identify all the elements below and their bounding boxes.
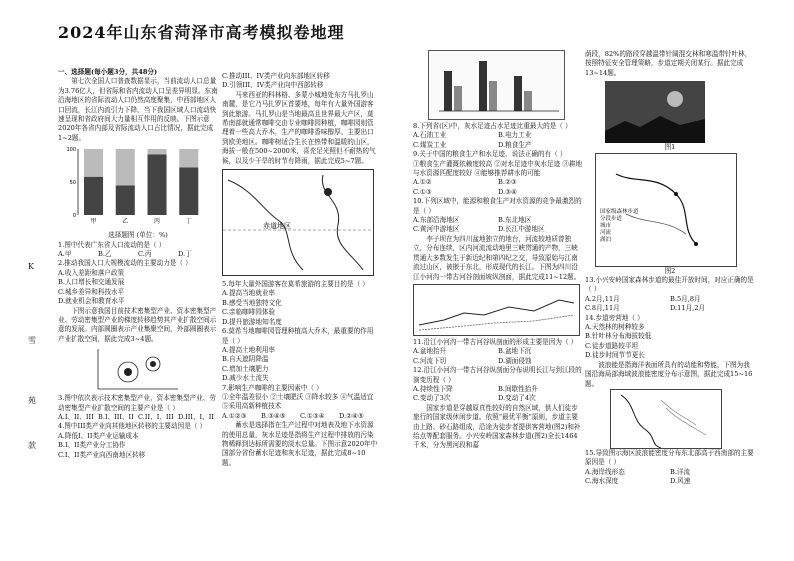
option[interactable]: B.间歇性抬升 xyxy=(498,384,538,393)
legend-item: 城市 xyxy=(600,222,612,229)
passage-4: 蓄水是选择指在生产过程中对地表及地下水资源的使用总量，灰水足迹是指将生产过程中排放的污染物稀释到达标所需要的淡水总量。下图示意2020年中国部分省份蓄水足迹和灰水足迹，据此完成8~10题。 xyxy=(222,421,378,467)
bar-丙-0 xyxy=(148,155,167,216)
figure-map xyxy=(222,169,378,277)
option[interactable]: C.煤炭工业 xyxy=(413,140,447,149)
question-5: 5.每年大量外国游客在莫希旅游的主要目的是（ ） xyxy=(222,280,369,289)
option[interactable]: C.①③ xyxy=(413,187,432,196)
option[interactable]: B.洋流 xyxy=(670,467,691,476)
option[interactable]: B.5月,8月 xyxy=(670,294,701,303)
option[interactable]: A.天然林的树种较多 xyxy=(585,323,645,332)
column-2 xyxy=(222,72,378,468)
page-title: 2024年山东省菏泽市高考模拟卷地理 xyxy=(58,23,345,42)
y-tick-label: 100 xyxy=(66,147,76,154)
x-tick-label: 乙 xyxy=(122,218,129,226)
question-3: 3.图中依次表示技术密集型产业、资本密集型产业、劳动密集型产业扩散空间的主要产业是（ ） xyxy=(58,394,216,412)
figure-wave-energy-map xyxy=(610,389,722,449)
passage-6: 国家步道是穿越原真性较好的自然区域，供人们徒步旅行的国家级休闲步道。依照“最优平衡”原则，步道主要由上路、砂石路组成，沿途为徒步者提供客营地(图2)和补给点等配套服务。小兴安岭国家森林步道(图2)全长1464千米，分为黑河段和嘉 xyxy=(413,403,581,450)
option[interactable]: C.①③④ xyxy=(300,411,325,420)
option[interactable]: A.东部沿海地区 xyxy=(413,216,460,225)
option[interactable]: C.8月,11月 xyxy=(585,304,620,313)
margin-label: 雪 xyxy=(28,336,36,345)
passage-2: 下图示意我国目前技术密集型产业、资本密集型产业、劳动密集型产业的梯度转移趋势其产业扩散空间示意的发展。内部圆圈表示产业集聚空间，外部圆圈表示产业扩散空间，据此完成3~4题。 xyxy=(58,306,217,343)
figure-river-profile xyxy=(413,284,583,336)
x-tick-label: 甲 xyxy=(90,218,97,226)
option[interactable]: A.甲 xyxy=(58,250,72,259)
question-3-options xyxy=(58,413,218,422)
option[interactable]: B.东北地区 xyxy=(498,216,532,225)
option[interactable]: A.I、II、III xyxy=(58,412,94,421)
option[interactable]: A.①②③ xyxy=(222,411,247,420)
option[interactable]: C.亲临咖啡园体验 xyxy=(222,308,276,317)
water-footprint-bars xyxy=(429,51,564,119)
question-9-options xyxy=(413,178,583,197)
option[interactable]: C.推动III、IV类产业向东部地区转移 xyxy=(222,72,330,80)
option[interactable]: C.徒步道路较平坦 xyxy=(585,341,639,350)
figure-2-caption: 图2 xyxy=(664,266,676,275)
option[interactable]: A.①② xyxy=(413,178,432,187)
figure-industry-diagram xyxy=(58,344,218,394)
question-13-options xyxy=(585,295,755,314)
water-footprint-chart xyxy=(428,50,565,120)
option[interactable]: D.就业机会和教育水平 xyxy=(58,297,125,306)
question-8: 8.下列省(区)中，灰水足迹占水足迹比重最大的是（ ） xyxy=(413,122,572,130)
option[interactable]: A.提高当地就业率 xyxy=(222,289,276,298)
legend-item: 分段步道 xyxy=(600,215,623,222)
question-2: 2.推动我国人口大规模流动的主要动力是（ ） xyxy=(58,259,192,268)
passage-7: 波浪能是指海洋表面所具有的动能和势能，下图为我国沿海局部海域波浪能密度分布示意图，据此完成15~16题。 xyxy=(585,360,753,388)
passage-5: 李子坝在为四川盆地独立的地台，河流较地质曾独立，分布连续，区内河流流动地里三峡贯通的产物，三峡贯通大多数发生于新近纪和第四纪之交，导致原始与江南流过山区，被嵌于东北，形成现代的长江。下图为四川沿江小河沟一带古河谷剖面坡纵剖面，据此完成11~12题。 xyxy=(413,234,581,281)
wave-energy-map xyxy=(611,390,721,448)
column-4 xyxy=(585,50,755,487)
option[interactable]: A.2月,11月 xyxy=(585,294,620,303)
margin-label: 苑 xyxy=(28,396,36,405)
bar-乙-1 xyxy=(116,149,135,185)
question-6: 6.莫希当地咖啡园管理种植高大乔木，最重要的作用是（ ） xyxy=(222,327,374,345)
question-12-options xyxy=(413,385,583,404)
passage-3: 马来西亚的科林格、多蒙小城地处东方马扎罗山南麓，是它乃马扎罗区首要地，每年有大量外国游客到此旅游。马扎罗山是当地最高且世界最大产区，莫希南部就通常咖啡交由专业咖啡园种植，咖啡园则管理着一些高大乔木，生产的咖啡香味醇厚。主要出口到欧美地区。咖啡树适合生长在热带和温暖的山区，海拔一般在500~2000米，喜充足光照但不耐热的气候，以及少干旱的时节有降雨，据此完成5~7题。 xyxy=(222,90,376,165)
option[interactable]: C.河流下切 xyxy=(413,356,447,365)
passage-1: 第七次全国人口普查数据显示，当前流动人口总量为3.76亿人，但省际和省内流动人口呈差异明显。东南沿海地区的省际流动人口仍然高度聚集，中西部地区人口回流，长江内流引力下降，当下我国区域人口流动快速呈现和省政府间大力量相互作用的反映。下图示意2020年各省内部及省际流动人口占比情况，据此完成1~2题。 xyxy=(58,77,218,142)
option[interactable]: D.III、I、II xyxy=(178,412,214,421)
bar-甲-1 xyxy=(84,149,103,177)
question-9: 9.关于中国的粮食生产和水足迹，说法正确的有（ ） xyxy=(413,150,567,159)
margin-label: 款 xyxy=(28,441,36,450)
option[interactable]: B.I、III、II xyxy=(98,412,134,421)
figure-1-caption: 图1 xyxy=(664,143,676,152)
option[interactable]: B.自天遮阴降温 xyxy=(222,355,269,364)
map-label: 赤道地区 xyxy=(263,222,291,231)
option[interactable]: A.持续性下降 xyxy=(413,384,453,393)
forest-photo-placeholder xyxy=(605,81,705,143)
section-heading: 一、选择题(每小题3分，共48分) xyxy=(58,68,158,76)
industry-diffusion-diagram xyxy=(58,344,208,394)
option[interactable]: D.11月,2月 xyxy=(670,304,706,313)
question-7-options xyxy=(222,412,378,421)
legend-item: 河流 xyxy=(600,229,612,236)
option[interactable]: B.电力工业 xyxy=(498,131,532,140)
column-3 xyxy=(413,122,583,451)
legend-item: 湖泊 xyxy=(600,236,612,243)
bar-丙-1 xyxy=(148,149,167,154)
question-4: 4.图中III类产业向其他地区转移的主要动因是（ ） xyxy=(58,422,207,431)
option[interactable]: D.徒步时间节节更长 xyxy=(585,351,645,360)
question-1: 1.图中代表广东省人口流动的是（ ） xyxy=(58,240,166,249)
option[interactable]: D.湖面侵蚀 xyxy=(498,356,532,365)
option[interactable]: B.人口增长和交通发展 xyxy=(58,278,125,287)
legend-item: 国家级森林步道 xyxy=(600,208,639,215)
option[interactable]: D.提升旅游地知名度 xyxy=(222,317,282,326)
y-tick-label: 0 xyxy=(72,213,76,220)
option[interactable]: D.粮食生产 xyxy=(498,140,532,149)
option[interactable]: C.海水深度 xyxy=(585,477,619,486)
population-bar-chart xyxy=(60,145,215,225)
option[interactable]: C.II、I、III xyxy=(138,412,174,421)
question-11: 11.沿江小河沟一带古河谷纵剖面的形成主要是因为（ ） xyxy=(413,337,578,346)
question-15-options xyxy=(585,468,755,487)
option[interactable]: D.引领III、IV类产业向中西部转移 xyxy=(222,81,324,90)
option[interactable]: A.盆地抬升 xyxy=(413,347,447,356)
option[interactable]: A.石油工业 xyxy=(413,131,447,140)
option[interactable]: B.②③ xyxy=(498,178,517,187)
question-15: 15.导致图示海区波浪能密度分布东北部高于西南部的主要原因是（ ） xyxy=(585,448,754,467)
question-10-options xyxy=(413,216,583,235)
column-1 xyxy=(58,68,218,460)
question-7: 7.影响生产咖啡的主要因素中（ ） xyxy=(222,383,323,392)
question-14: 14.步道旁营地（ ） xyxy=(585,313,644,322)
option[interactable]: D.长江中游地区 xyxy=(498,225,545,234)
option[interactable]: D.变动了4次 xyxy=(498,394,536,403)
figure-population-chart xyxy=(58,143,218,231)
question-10: 10.下列区域中，能源和粮食生产对水资源的竞争最激烈的是（ ） xyxy=(413,197,582,215)
option[interactable]: C.增加土壤肥力 xyxy=(222,364,269,373)
map-legend xyxy=(600,209,639,244)
question-8-options xyxy=(413,131,583,150)
option[interactable]: D.丁 xyxy=(178,250,192,259)
river-profile-chart xyxy=(413,284,580,336)
option[interactable]: B.盆地下沉 xyxy=(498,347,532,356)
x-tick-label: 丙 xyxy=(154,218,161,226)
option[interactable]: A.降低I、II类产业运输成本 xyxy=(58,431,139,440)
option[interactable]: D.③④ xyxy=(498,187,517,196)
figure-caption: 选择题图 (单位：%) xyxy=(108,231,168,240)
question-7-items: ①全年温差很小 ②土壤肥沃 ③降水较多 ④气温适宜 ⑤采用高新种植技术 xyxy=(222,392,374,411)
bar-甲-0 xyxy=(84,177,103,215)
question-13: 13.小兴安岭国家森林步道的最佳开放时间，对应正确的是（ ） xyxy=(585,276,754,294)
option[interactable]: D.②④⑤ xyxy=(339,411,364,420)
option[interactable]: B.I、II类产业分工协作 xyxy=(58,441,126,450)
option[interactable]: C.I、II类产业向西南地区转移 xyxy=(58,450,146,459)
question-11-options xyxy=(413,347,583,366)
option[interactable]: D.风速 xyxy=(670,477,691,486)
option[interactable]: C.变动了3次 xyxy=(413,394,451,403)
x-tick-label: 丁 xyxy=(185,218,192,226)
figure-trail-map xyxy=(595,153,737,267)
margin-label: K xyxy=(28,262,34,271)
question-12: 12.沿江小河沟一带古河谷纵剖面分布说明长江与到江段的演变历程（ ） xyxy=(413,366,582,384)
question-9-items: ①粮食生产灌溉依赖度较高 ②对水足迹中灰水足迹 ③耕地与水资源匹配度较好 ④能够推荐耕水的可能 xyxy=(413,159,583,178)
option[interactable]: A.海岸线形态 xyxy=(585,467,625,476)
option[interactable]: C.丙 xyxy=(138,250,152,259)
option[interactable]: A.收入差距和落户政策 xyxy=(58,268,125,277)
photo-forest xyxy=(605,81,705,143)
option[interactable]: C.黄河中游地区 xyxy=(413,225,460,234)
option[interactable]: B.③④⑤ xyxy=(261,411,286,420)
bar-乙-0 xyxy=(116,186,135,216)
option[interactable]: D.减少水土流失 xyxy=(222,374,269,383)
kilimanjaro-map xyxy=(222,169,374,276)
bar-丁-0 xyxy=(179,168,198,216)
option[interactable]: C.城乡差异和科技水平 xyxy=(58,287,125,296)
option[interactable]: A.提高土地利用率 xyxy=(222,345,276,354)
passage-top: 荫段，82%的路段穿越温带针阔混交林和寒温带针叶林，按照特征安全管理策略，步道定期关闭某行。据此完成13~14题。 xyxy=(585,50,752,77)
bar-丁-1 xyxy=(179,149,198,167)
option[interactable]: B.乙 xyxy=(98,250,112,259)
option[interactable]: B.针叶林分布海拔较低 xyxy=(585,332,652,341)
y-tick-label: 50 xyxy=(69,180,76,187)
option[interactable]: B.感受当地独特文化 xyxy=(222,298,282,307)
